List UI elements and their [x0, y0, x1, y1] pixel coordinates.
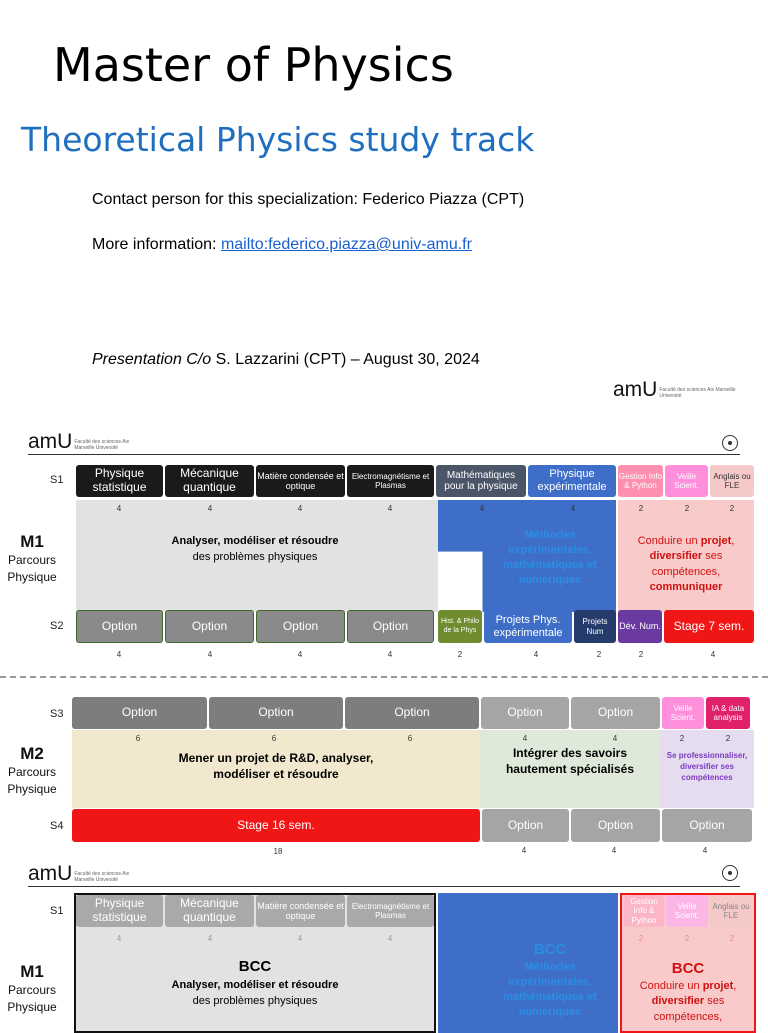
pink-t4: ses compétences,: [651, 550, 723, 578]
option-box[interactable]: Option: [571, 697, 660, 729]
credit: 4: [521, 846, 527, 855]
option-box[interactable]: Option: [76, 610, 163, 643]
pink-t5: communiquer: [649, 581, 723, 594]
s4-label: S4: [50, 820, 64, 832]
credit: 4: [297, 650, 303, 659]
header-rule: [28, 454, 740, 455]
bcc-title: BCC: [671, 960, 705, 977]
credit: 4: [522, 734, 528, 743]
lilac-block-text: Se professionnaliser, diversifier ses compétences: [666, 751, 748, 782]
s3-label: S3: [50, 708, 64, 720]
page-title: Master of Physics: [53, 38, 454, 92]
course-mecanique-quantique[interactable]: Mécanique quantique: [165, 465, 254, 497]
course-stage-16[interactable]: Stage 16 sem.: [72, 809, 480, 842]
bcc-grey-1: Analyser, modéliser et résoudre: [171, 978, 339, 991]
option-box[interactable]: Option: [347, 610, 434, 643]
amu-logo: [613, 378, 739, 402]
atom-icon: [722, 435, 738, 451]
option-box[interactable]: Option: [72, 697, 207, 729]
amu-logo-sub: Faculté des sciences Aix Marseille Université: [659, 387, 736, 399]
credit: 4: [611, 846, 617, 855]
bcc-pink-4: ses compétences,: [653, 995, 725, 1023]
bcc-blue-text: [492, 940, 608, 1020]
m1-label: [0, 532, 64, 586]
option-box[interactable]: Option: [482, 809, 569, 842]
course-hist-philo[interactable]: Hist. & Philo de la Phys: [438, 610, 482, 643]
option-box[interactable]: Option: [209, 697, 343, 729]
credit: 4: [387, 934, 393, 943]
m2-sub: Parcours Physique: [7, 765, 57, 797]
credit: 4: [387, 650, 393, 659]
header-rule: [28, 886, 740, 887]
grey-text-2: des problèmes physiques: [192, 550, 318, 563]
credit: 2: [638, 934, 644, 943]
option-box[interactable]: Option: [165, 610, 254, 643]
course-dev-num[interactable]: Dév. Num.: [618, 610, 662, 643]
more-info-label: More information:: [92, 236, 221, 253]
presentation-line: [92, 351, 480, 369]
bcc-title: BCC: [533, 941, 567, 958]
credit: 18: [273, 847, 283, 856]
course-electromagnetisme[interactable]: Electromagnétisme et Plasmas: [347, 465, 434, 497]
course-physique-statistique[interactable]: Physique statistique: [76, 895, 163, 927]
course-veille-scient[interactable]: Veille Scient.: [665, 465, 708, 497]
credit: 4: [612, 734, 618, 743]
credit: 4: [207, 504, 213, 513]
pink-t3: diversifier: [649, 550, 703, 563]
credit: 4: [207, 650, 213, 659]
credit: 4: [116, 934, 122, 943]
option-box[interactable]: Option: [481, 697, 569, 729]
credit: 2: [725, 734, 731, 743]
course-ia-data[interactable]: IA & data analysis: [706, 697, 750, 729]
blue-block-text: Méthodes expérimentales, mathématiques et numériques: [503, 529, 597, 586]
option-box[interactable]: Option: [345, 697, 479, 729]
pink-t2: projet: [700, 535, 732, 547]
amu-logo-text: amU: [28, 430, 73, 453]
credit: 4: [297, 934, 303, 943]
bcc-grey-2: des problèmes physiques: [192, 994, 318, 1007]
m2-title: M2: [20, 744, 44, 763]
amu-logo-text: amU: [28, 862, 73, 885]
m2-label: [0, 744, 64, 798]
course-matiere-condensee[interactable]: Matière condensée et optique: [256, 465, 345, 497]
credit: 4: [297, 504, 303, 513]
m1b-label: [0, 962, 64, 1016]
course-electromagnetisme[interactable]: Electromagnétisme et Plasmas: [347, 895, 434, 927]
grey-block-text: [130, 534, 380, 566]
amu-logo-sub: Faculté des sciences Aix Marseille Université: [74, 439, 130, 451]
amu-logo-diagram2: [28, 862, 144, 886]
contact-text: Contact person for this specialization: Federico Piazza (CPT): [92, 191, 525, 208]
credit: 2: [684, 504, 690, 513]
credit: 6: [271, 734, 277, 743]
credit: 2: [638, 650, 644, 659]
grey-text-1: Analyser, modéliser et résoudre: [171, 535, 339, 547]
course-gestion-info[interactable]: Gestion Info & Python: [618, 465, 663, 497]
m1b-title: M1: [20, 962, 44, 981]
credit: 4: [710, 650, 716, 659]
course-physique-statistique[interactable]: Physique statistique: [76, 465, 163, 497]
s1-label: S1: [50, 474, 64, 486]
presentation-rest: S. Lazzarini (CPT) – August 30, 2024: [211, 351, 480, 368]
bcc-pink-2: projet: [702, 980, 734, 992]
credit: 4: [116, 504, 122, 513]
bcc-pink-1: Conduire un: [639, 980, 703, 992]
bcc-pink-text: BCC Conduire un projet, diversifier ses compétences,: [639, 960, 737, 1023]
course-physique-experimentale[interactable]: Physique expérimentale: [528, 465, 616, 497]
credit: 6: [407, 734, 413, 743]
credit: 2: [457, 650, 463, 659]
credit: 4: [479, 504, 485, 513]
bcc-blue-1: Méthodes expérimentales, mathématiques et numériques: [503, 961, 597, 1018]
beige-block-text: Mener un projet de R&D, analyser, modéliser et résoudre: [178, 751, 374, 782]
bcc-grey-text: [130, 956, 380, 1010]
credit: 4: [533, 650, 539, 659]
course-projets-num[interactable]: Projets Num: [574, 610, 616, 643]
amu-logo-diagram1: [28, 430, 144, 454]
s1-label: S1: [50, 905, 64, 917]
course-veille-scient[interactable]: Veille Scient.: [666, 895, 708, 927]
option-box[interactable]: Option: [256, 610, 345, 643]
option-box[interactable]: Option: [571, 809, 660, 842]
credit: 2: [729, 504, 735, 513]
credit: 2: [596, 650, 602, 659]
s2-label: S2: [50, 620, 64, 632]
course-projets-phys[interactable]: Projets Phys. expérimentale: [484, 610, 572, 643]
email-link[interactable]: mailto:federico.piazza@univ-amu.fr: [220, 236, 472, 253]
credit: 2: [684, 934, 690, 943]
credit: 2: [729, 934, 735, 943]
course-matiere-condensee[interactable]: Matière condensée et optique: [256, 895, 345, 927]
amu-logo-sub: Faculté des sciences Aix Marseille Université: [74, 871, 130, 883]
m1-title: M1: [20, 532, 44, 551]
dashed-separator: [0, 676, 768, 678]
credit: 4: [387, 504, 393, 513]
course-anglais[interactable]: Anglais ou FLE: [710, 465, 754, 497]
credit: 4: [207, 934, 213, 943]
credit: 4: [570, 504, 576, 513]
course-mathematiques[interactable]: Mathématiques pour la physique: [436, 465, 526, 497]
green-block-text: Intégrer des savoirs hautement spécialisés: [505, 746, 635, 777]
credit: 2: [679, 734, 685, 743]
course-veille-scient-m2[interactable]: Veille Scient.: [662, 697, 704, 729]
m1-sub: Parcours Physique: [7, 553, 57, 585]
more-info: [92, 236, 472, 254]
course-anglais[interactable]: Anglais ou FLE: [710, 895, 752, 927]
amu-logo-text: amU: [613, 378, 658, 401]
credit: 4: [116, 650, 122, 659]
bcc-title: BCC: [238, 958, 272, 975]
credit: 6: [135, 734, 141, 743]
page-subtitle: Theoretical Physics study track: [21, 120, 535, 159]
m1b-sub: Parcours Physique: [7, 983, 57, 1015]
option-box[interactable]: Option: [662, 809, 752, 842]
credit: 4: [702, 846, 708, 855]
atom-icon: [722, 865, 738, 881]
pink-t1: Conduire un: [637, 535, 701, 547]
credit: 2: [638, 504, 644, 513]
presentation-italic: Presentation C/o: [92, 351, 212, 368]
pink-block-text: Conduire un projet, diversifier ses compétences, communiquer: [637, 535, 735, 594]
course-gestion-info[interactable]: Gestion Info & Python: [624, 895, 664, 927]
course-mecanique-quantique[interactable]: Mécanique quantique: [165, 895, 254, 927]
bcc-pink-3: diversifier: [651, 995, 705, 1008]
course-stage-7[interactable]: Stage 7 sem.: [664, 610, 754, 643]
